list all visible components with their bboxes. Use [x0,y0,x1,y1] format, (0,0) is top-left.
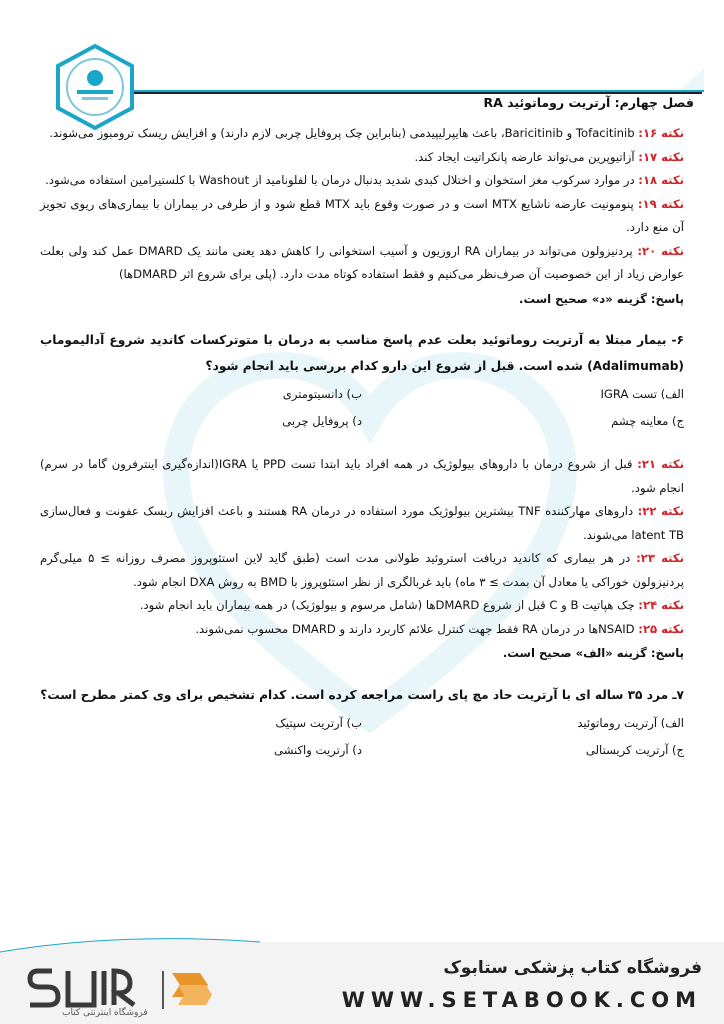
note-text: پردنیزولون می‌تواند در بیماران RA اروزیون و آسیب استخوانی را کاهش دهد یعنی مانند یک DMARD عمل کند ولی بعلت عوارض زیاد از این خصوصیت آن صرف‌نظر می‌کنیم و فقط استفاده کوتاه مدت دارد. (پلی برای شروع اثر DMARDها) [40,243,684,281]
note-item [40,193,684,240]
question-6-options [40,381,684,435]
note-item [40,146,684,170]
note-label: نکته ۱۸: [638,173,684,187]
option-d: د) پروفایل چربی [282,414,362,428]
option-d: د) آرتریت واکنشی [274,742,362,757]
chapter-title: فصل چهارم: آرتریت روماتوئید RA [483,95,694,110]
note-label: نکته ۲۴: [638,598,684,612]
note-item [40,240,684,287]
spacer [40,435,684,453]
note-label: نکته ۱۷: [638,149,684,164]
note-label: نکته ۲۱: [637,457,684,471]
notes-block-1 [40,122,684,287]
option-b: ب) آرتریت سپتیک [275,715,362,730]
note-text: قبل از شروع درمان با داروهای بیولوژیک در همه افراد باید ابتدا تست PPD یا IGRA(اندازه‌گیری اینترفرون گاما در سرم) انجام شود. [40,457,684,495]
shop-url[interactable]: WWW.SETABOOK.COM [341,988,702,1012]
note-item [40,618,684,642]
note-label: نکته ۱۹: [637,196,685,211]
notes-block-2 [40,453,684,641]
option-a: الف) آرتریت روماتوئید [577,715,684,730]
note-text: پنومونیت عارضه ناشایع MTX است و در صورت وقوع باید MTX قطع شود و از طرفی در بیماران با بیماری‌های ریوی تجویز آن منع دارد. [40,196,684,234]
note-label: نکته ۲۵: [638,621,684,636]
brand-logo-icon [52,44,138,130]
note-item [40,594,684,618]
note-item [40,122,684,146]
page-content [40,122,684,764]
option-c: ج) آرتریت کریستالی [585,742,684,757]
note-text: در هر بیماری که کاندید دریافت استروئید طولانی مدت است (طبق گاید لاین استئوپروز مصرف روزانه ≥ ۵ میلی‌گرم پردنیزولون خوراکی یا معادل آن بمدت ≥ ۳ ماه) باید غربالگری از نظر استئوپروز با BMD به روش DXA انجام شود. [40,551,684,589]
note-text: داروهای مهارکننده TNF بیشترین بیولوژیک مورد استفاده در درمان RA هستند و باعث افزایش ریسک عفونت و فعال‌سازی latent TB می‌شوند. [40,504,684,542]
note-label: نکته ۲۳: [636,551,684,565]
shop-name: فروشگاه کتاب پزشکی ستابوک [443,958,702,978]
note-item [40,453,684,500]
question-7-options [40,710,684,764]
note-item [40,547,684,594]
answer-2: پاسخ: گزینه «الف» صحیح است. [502,646,684,660]
note-label: نکته ۲۲: [637,504,685,518]
note-text: Tofacitinib و Baricitinib، باعث هایپرلیپیدمی (بنابراین چک پروفایل چربی لازم دارند) و افزایش ریسک ترومبوز می‌شوند. [49,126,639,140]
note-text: NSAIDها در درمان RA فقط جهت کنترل علائم کاربرد دارند و DMARD محسوب نمی‌شوند. [195,621,639,636]
note-item [40,500,684,547]
setabook-logo-subtitle: فروشگاه اینترنتی کتاب [62,1008,148,1018]
note-item [40,169,684,193]
note-label: نکته ۲۰: [637,243,684,258]
option-a: الف) تست IGRA [600,387,684,401]
answer-1: پاسخ: گزینه «د» صحیح است. [519,291,684,306]
question-7: ۷ـ مرد ۳۵ ساله ای با آرتریت حاد مچ پای راست مراجعه کرده است. کدام تشخیص برای وی کمتر مطرح است؟ [40,687,684,702]
option-c: ج) معاینه چشم [611,414,684,428]
option-b: ب) دانسیتومتری [282,387,362,401]
question-6: ۶- بیمار مبتلا به آرتریت روماتوئید بعلت عدم پاسخ مناسب به درمان با متوترکسات کاندید شروع آدالیموماب (Adalimumab) شده است. قبل از شروع این دارو کدام بررسی باید انجام شود؟ [40,333,684,373]
note-text: چک هپاتیت B و C قبل از شروع DMARDها (شامل مرسوم و بیولوژیک) در همه بیماران باید انجام شود. [139,598,639,612]
note-text: در موارد سرکوب مغز استخوان و اختلال کبدی شدید بدنبال درمان با لفلونامید از Washout با کلستیرامین استفاده می‌شود. [45,173,639,187]
note-label: نکته ۱۶: [638,126,684,140]
note-text: آزاتیوپرین می‌تواند عارضه پانکراتیت ایجاد کند. [414,149,639,164]
